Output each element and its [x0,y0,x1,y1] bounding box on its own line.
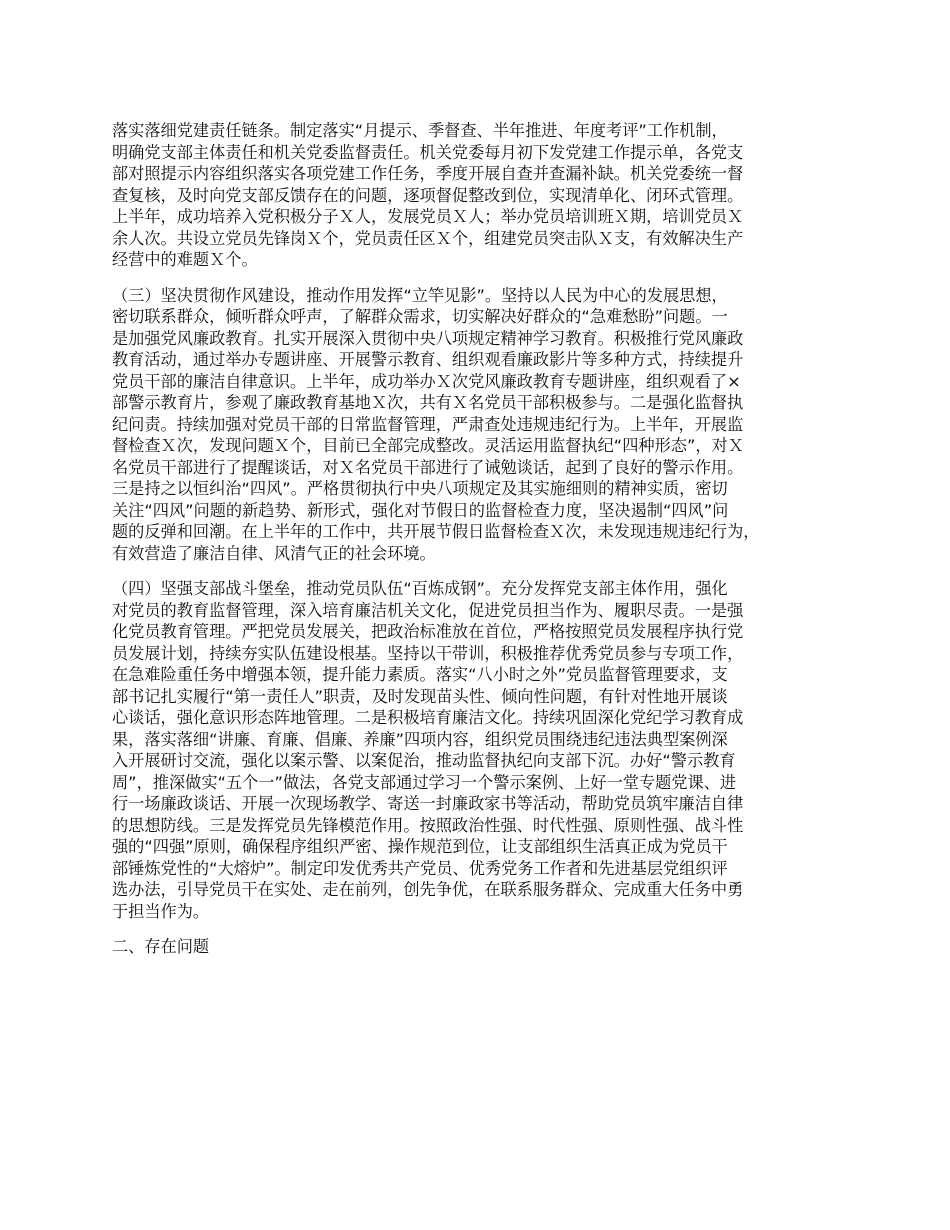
document-page [112,120,856,972]
paragraph-party-building-chain [112,120,856,271]
text-line: 余人次。共设立党员先锋岗Ｘ个，党员责任区Ｘ个，组建党员突击队Ｘ支，有效解决生产 [112,228,744,248]
text-line: 行一场廉政谈话、开展一次现场教学、寄送一封廉政家书等活动，帮助党员筑牢廉洁自律 [112,794,744,813]
heading-text: 二、存在问题 [112,937,210,956]
text-line: 周”，推深做实“五个一”做法，各党支部通过学习一个警示案例、上好一堂专题党课、进 [112,772,737,792]
text-line: 选办法，引导党员干在实处、走在前列，创先争优，在联系服务群众、完成重大任务中勇 [112,880,744,899]
text-line: 部锤炼党性的“大熔炉”。制定印发优秀共产党员、优秀党务工作者和先进基层党组织评 [112,858,728,878]
text-line: 部书记扎实履行“第一责任人”职责，及时发现苗头性、倾向性问题，有针对性地开展谈 [112,686,728,706]
text-line: 名党员干部进行了提醒谈话，对Ｘ名党员干部进行了诫勉谈话，起到了良好的警示作用。 [112,457,744,477]
section-heading-problems [112,936,856,958]
text-line: 的思想防线。三是发挥党员先锋模范作用。按照政治性强、时代性强、原则性强、战斗性 [112,815,744,835]
text-line: 明确党支部主体责任和机关党委监督责任。机关党委每月初下发党建工作提示单，各党支 [112,142,744,162]
text-line: 查复核，及时向党支部反馈存在的问题，逐项督促整改到位，实现清单化、闭环式管理。 [112,185,744,205]
text-line: 有效营造了廉洁自律、风清气正的社会环境。 [112,543,436,563]
paragraph-section-four [112,578,856,922]
text-line: 关注“四风”问题的新趋势、新形式，强化对节假日的监督检查力度，坚决遏制“四风”问 [112,500,729,520]
text-line: 是加强党风廉政教育。扎实开展深入贯彻中央八项规定精神学习教育。积极推行党风廉政 [112,328,744,348]
text-line: 落实落细党建责任链条。制定落实“月提示、季督查、半年推进、年度考评”工作机制， [112,121,728,140]
text-line: 果，落实落细“讲廉、育廉、倡廉、养廉”四项内容，组织党员围绕违纪违法典型案例深 [112,729,728,749]
text-line: 部对照提示内容组织落实各项党建工作任务，季度开展自查并查漏补缺。机关党委统一督 [112,164,744,183]
text-line: 强的“四强”原则，确保程序组织严密、操作规范到位，让支部组织生活真正成为党员干 [112,837,728,856]
text-line: 党员干部的廉洁自律意识。上半年，成功举办Ｘ次党风廉政教育专题讲座，组织观看了× [112,371,741,391]
text-line: 化党员教育管理。严把党员发展关，把政治标准放在首位，严格按照党员发展程序执行党 [112,622,744,641]
text-line: 上半年，成功培养入党积极分子Ｘ人，发展党员Ｘ人；举办党员培训班Ｘ期，培训党员Ｘ [112,207,744,226]
text-line: 教育活动，通过举办专题讲座、开展警示教育、组织观看廉政影片等多种方式，持续提升 [112,350,744,369]
text-line: 督检查Ｘ次，发现问题Ｘ个，目前已全部完成整改。灵活运用监督执纪“四种形态”，对Ｘ [112,436,744,455]
text-line: 经营中的难题Ｘ个。 [112,250,258,269]
text-line: 部警示教育片，参观了廉政教育基地Ｘ次，共有Ｘ名党员干部积极参与。二是强化监督执 [112,393,744,412]
text-line: 密切联系群众，倾听群众呼声，了解群众需求，切实解决好群众的“急难愁盼”问题。一 [112,307,728,326]
text-line: 三是持之以恒纠治“四风”。严格贯彻执行中央八项规定及其实施细则的精神实质，密切 [112,479,728,498]
text-line: 在急难险重任务中增强本领，提升能力素质。落实“八小时之外”党员监督管理要求，支 [112,665,728,684]
text-line: 入开展研讨交流，强化以案示警、以案促治，推动监督执纪向支部下沉。办好“警示教育 [112,751,736,770]
text-line: 纪问责。持续加强对党员干部的日常监督管理，严肃查处违规违纪行为。上半年，开展监 [112,414,744,434]
text-line: 于担当作为。 [112,901,210,921]
paragraph-section-three [112,285,856,565]
text-line: 题的反弹和回潮。在上半年的工作中，共开展节假日监督检查Ｘ次，未发现违规违纪行为， [112,522,760,541]
text-line: （四）坚强支部战斗堡垒，推动党员队伍“百炼成钢”。充分发挥党支部主体作用，强化 [112,579,728,598]
text-line: 员发展计划，持续夯实队伍建设根基。坚持以干带训，积极推荐优秀党员参与专项工作， [112,643,744,663]
text-line: （三）坚决贯彻作风建设，推动作用发挥“立竿见影”。坚持以人民为中心的发展思想， [112,285,728,305]
text-line: 对党员的教育监督管理，深入培育廉洁机关文化，促进党员担当作为、履职尽责。一是强 [112,600,744,620]
text-line: 心谈话，强化意识形态阵地管理。二是积极培育廉洁文化。持续巩固深化党纪学习教育成 [112,708,744,727]
